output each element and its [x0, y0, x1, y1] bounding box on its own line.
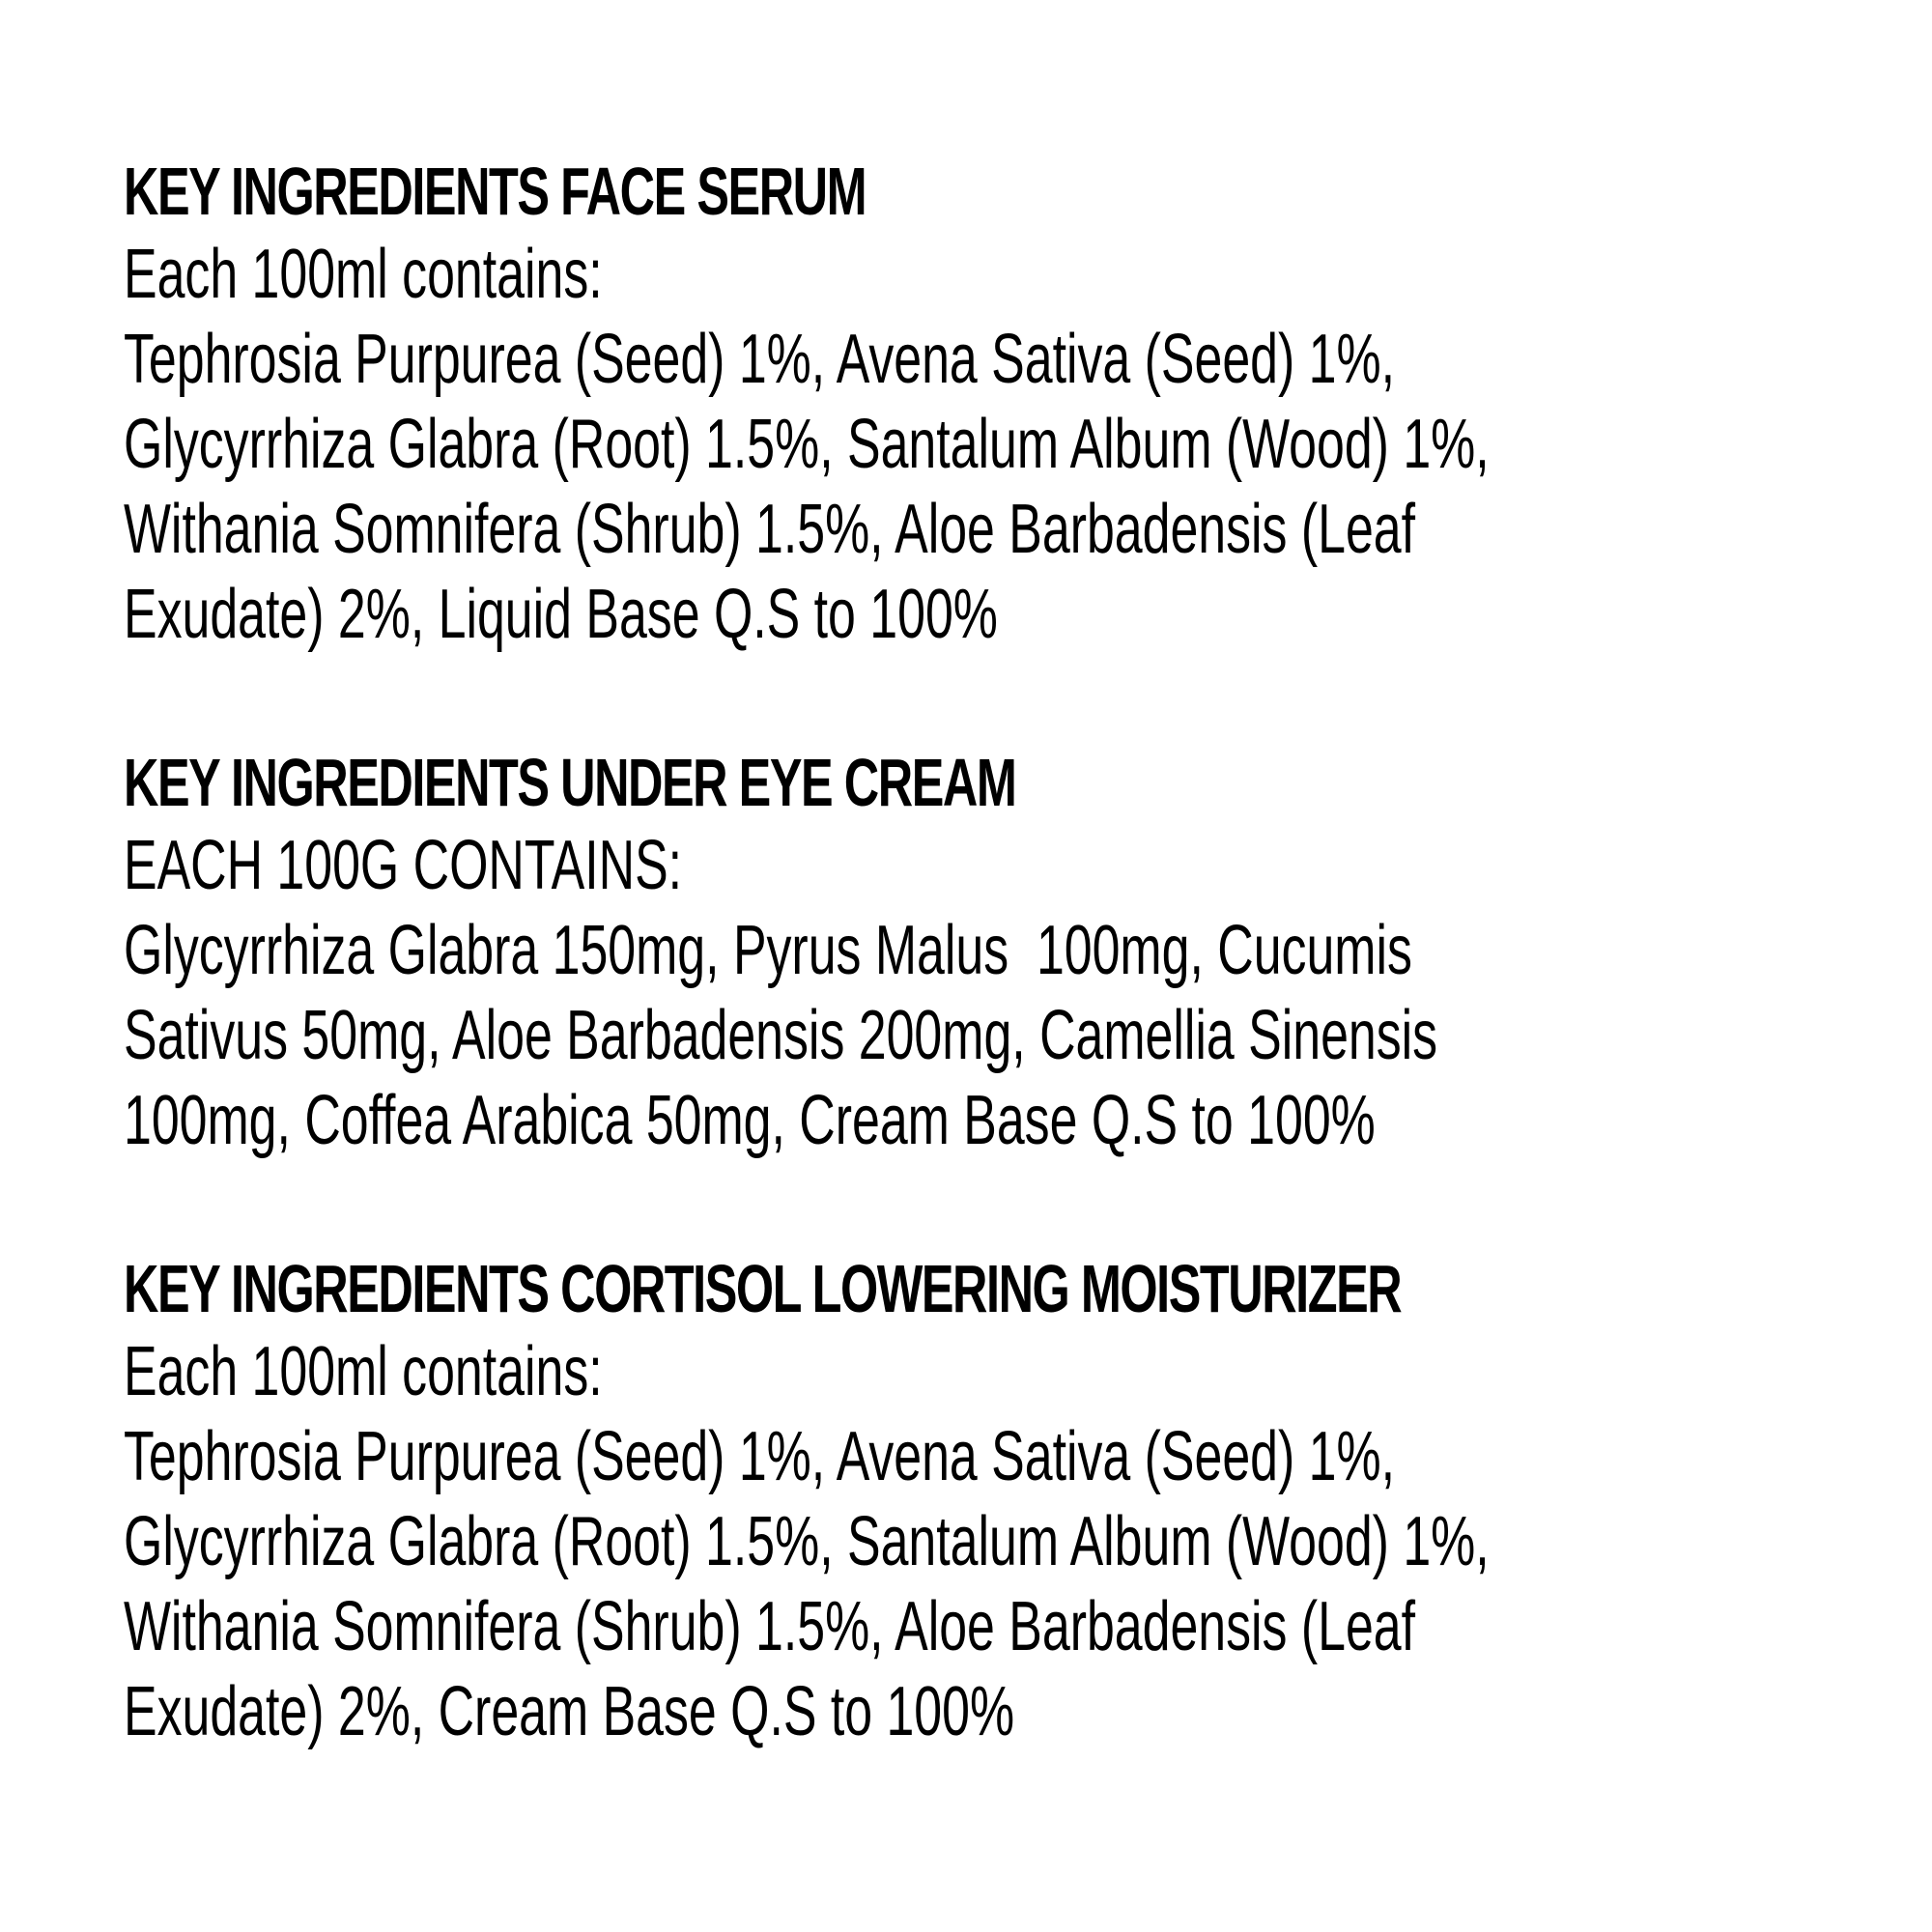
- ingredients-document: [124, 155, 1862, 1843]
- ingredient-list: [124, 908, 1862, 1163]
- section-intro: Each 100ml contains:: [124, 236, 603, 313]
- section-title: KEY INGREDIENTS FACE SERUM: [124, 154, 867, 229]
- section-title: KEY INGREDIENTS UNDER EYE CREAM: [124, 745, 1016, 820]
- face-serum-section: [124, 155, 1862, 657]
- moisturizer-section: [124, 1252, 1862, 1754]
- ingredient-line: Sativus 50mg, Aloe Barbadensis 200mg, Camellia Sinensis: [124, 997, 1438, 1074]
- ingredient-line: Exudate) 2%, Cream Base Q.S to 100%: [124, 1673, 1015, 1750]
- ingredient-list: [124, 317, 1862, 657]
- ingredient-line: Glycyrrhiza Glabra 150mg, Pyrus Malus 100mg, Cucumis: [124, 912, 1412, 989]
- section-intro: Each 100ml contains:: [124, 1333, 603, 1410]
- ingredient-line: Glycyrrhiza Glabra (Root) 1.5%, Santalum Album (Wood) 1%,: [124, 406, 1490, 483]
- ingredient-line: Exudate) 2%, Liquid Base Q.S to 100%: [124, 576, 998, 653]
- ingredient-line: 100mg, Coffea Arabica 50mg, Cream Base Q.S to 100%: [124, 1082, 1376, 1159]
- section-title: KEY INGREDIENTS CORTISOL LOWERING MOISTURIZER: [124, 1251, 1402, 1326]
- ingredient-line: Withania Somnifera (Shrub) 1.5%, Aloe Barbadensis (Leaf: [124, 491, 1416, 568]
- ingredient-line: Glycyrrhiza Glabra (Root) 1.5%, Santalum Album (Wood) 1%,: [124, 1503, 1490, 1580]
- ingredient-list: [124, 1414, 1862, 1754]
- ingredient-line: Withania Somnifera (Shrub) 1.5%, Aloe Barbadensis (Leaf: [124, 1588, 1416, 1665]
- ingredient-line: Tephrosia Purpurea (Seed) 1%, Avena Sativa (Seed) 1%,: [124, 1418, 1395, 1495]
- section-intro: EACH 100G CONTAINS:: [124, 827, 683, 904]
- ingredient-line: Tephrosia Purpurea (Seed) 1%, Avena Sativa (Seed) 1%,: [124, 321, 1395, 398]
- under-eye-cream-section: [124, 746, 1862, 1163]
